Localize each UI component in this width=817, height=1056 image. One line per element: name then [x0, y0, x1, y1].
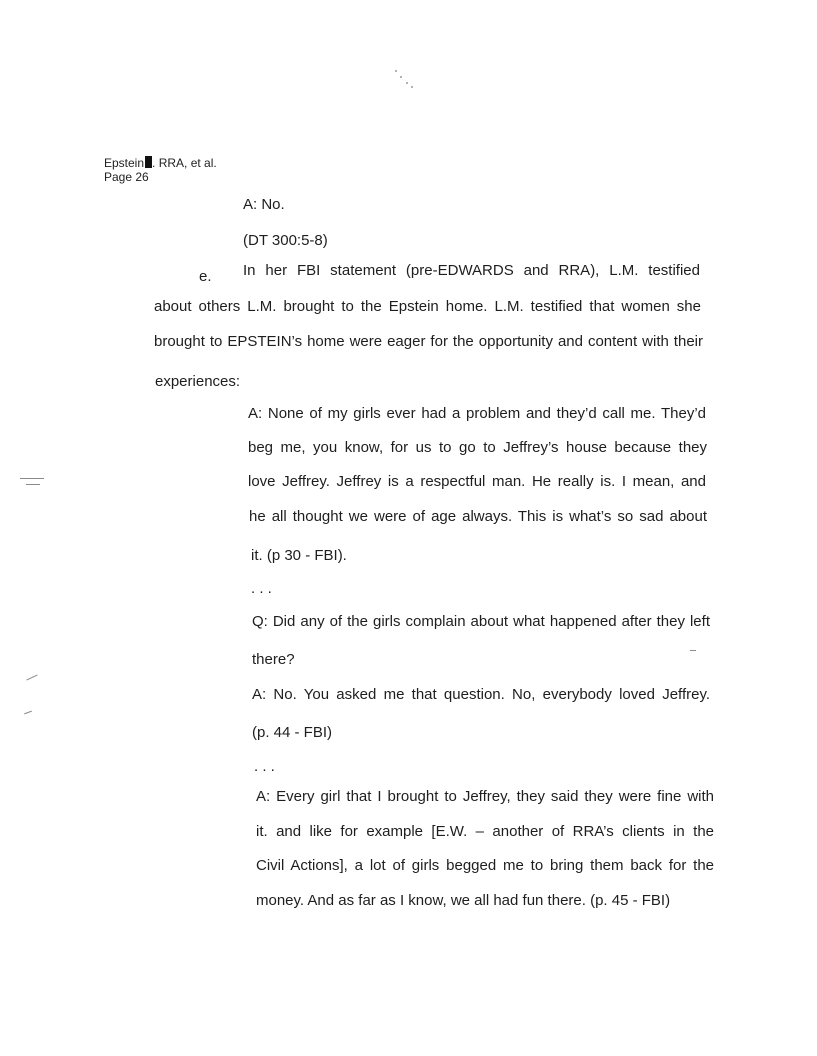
citation-line: (DT 300:5-8)	[243, 232, 328, 249]
redaction-box	[145, 156, 152, 168]
citation-line: (p. 44 - FBI)	[252, 724, 333, 741]
question-line: there?	[252, 651, 295, 668]
paragraph-line: experiences:	[155, 373, 241, 390]
question-line: Q: Did any of the girls complain about what happened after they left	[252, 613, 710, 630]
answer-line: A: No.	[243, 196, 285, 213]
quote-line: he all thought we were of age always. This is what’s so sad about	[249, 508, 707, 525]
scan-mark	[690, 650, 696, 651]
quote-line: money. And as far as I know, we all had fun there. (p. 45 - FBI)	[256, 892, 671, 909]
quote-line: love Jeffrey. Jeffrey is a respectful man. He really is. I mean, and	[248, 473, 706, 490]
scan-speck	[406, 82, 408, 84]
scan-speck	[411, 86, 413, 88]
answer-line: A: No. You asked me that question. No, everybody loved Jeffrey.	[252, 686, 710, 703]
ellipsis: . . .	[251, 580, 272, 597]
quote-line: it. (p 30 - FBI).	[251, 547, 347, 564]
scan-mark	[26, 675, 37, 681]
paragraph-line: about others L.M. brought to the Epstein home. L.M. testified that women she	[154, 298, 701, 315]
scan-mark	[20, 478, 44, 479]
paragraph-line: In her FBI statement (pre-EDWARDS and RRA), L.M. testified	[243, 262, 700, 279]
page-number: Page 26	[104, 170, 149, 184]
quote-line: A: Every girl that I brought to Jeffrey, they said they were fine with	[256, 788, 714, 805]
case-caption-prefix: Epstein	[104, 156, 145, 170]
case-caption-suffix: . RRA, et al.	[152, 156, 217, 170]
scan-speck	[400, 76, 402, 78]
paragraph-line: brought to EPSTEIN’s home were eager for the opportunity and content with their	[154, 333, 703, 350]
scan-speck	[395, 70, 397, 72]
quote-line: Civil Actions], a lot of girls begged me to bring them back for the	[256, 857, 714, 874]
quote-line: beg me, you know, for us to go to Jeffrey’s house because they	[248, 439, 707, 456]
case-caption	[104, 156, 217, 170]
scan-mark	[24, 711, 32, 715]
quote-line: it. and like for example [E.W. – another of RRA’s clients in the	[256, 823, 714, 840]
item-marker: e.	[199, 268, 212, 285]
quote-line: A: None of my girls ever had a problem and they’d call me. They’d	[248, 405, 706, 422]
ellipsis: . . .	[254, 758, 275, 775]
page-header	[104, 156, 217, 184]
scan-mark	[26, 484, 40, 485]
